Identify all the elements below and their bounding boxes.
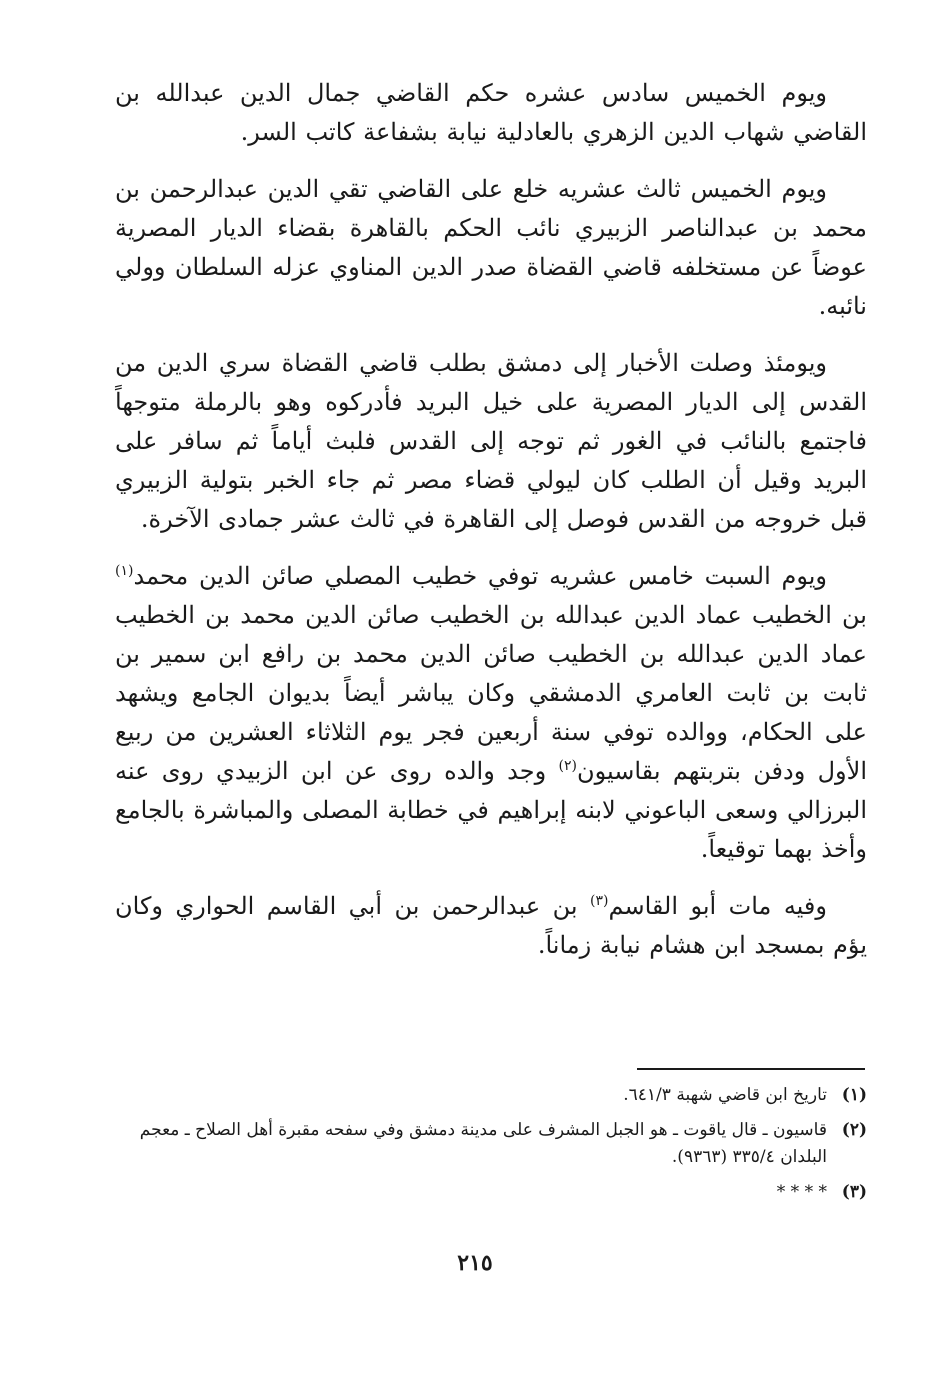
footnotes (115, 1082, 867, 1214)
footnote (115, 1117, 867, 1171)
main-text (115, 74, 867, 983)
paragraph-text: وفيه مات أبو القاسم (608, 892, 827, 920)
footnote-reference: (١) (115, 563, 134, 579)
paragraph-text: ويوم الخميس سادس عشره حكم القاضي جمال الدين عبدالله بن القاضي شهاب الدين الزهري بالعادلية نيابة بشفاعة كاتب السر. (115, 79, 867, 146)
footnote-number: (١) (841, 1085, 867, 1105)
footnote-reference: (٣) (590, 893, 609, 909)
paragraph (115, 344, 867, 539)
footnote (115, 1082, 867, 1109)
paragraph (115, 887, 867, 965)
footnote-text: تاريخ ابن قاضي شهبة ٦٤١/٣. (623, 1085, 827, 1105)
paragraph (115, 170, 867, 326)
paragraph-text: بن عبدالرحمن بن أبي القاسم الحواري وكان يؤم بمسجد ابن هشام نيابة زماناً. (115, 892, 867, 959)
paragraph-text: ويومئذ وصلت الأخبار إلى دمشق بطلب قاضي القضاة سري الدين من القدس إلى الديار المصرية على خيل البريد فأدركوه وهو بالرملة متوجهاً فاجتمع بالنائب في الغور ثم توجه إلى القدس فلبث أياماً ثم سافر على البريد وقيل أن الطلب كان ليولي قضاء مصر ثم جاء الخبر بتولية الزبيري قبل خروجه من القدس فوصل إلى القاهرة في ثالث عشر جمادى الآخرة. (115, 349, 867, 533)
footnote-text: قاسيون ـ قال ياقوت ـ هو الجبل المشرف على مدينة دمشق وفي سفحه مقبرة أهل الصلاح ـ معجم البلدان ٣٣٥/٤ (٩٣٦٣). (139, 1120, 827, 1167)
paragraph-text: وجد والده روى عن ابن الزبيدي روى عنه البرزالي وسعى الباعوني لابنه إبراهيم في خطابة المصلى والمباشرة بالجامع وأخذ بهما توقيعاً. (115, 757, 867, 863)
paragraph (115, 557, 867, 869)
footnote-number: (٢) (841, 1120, 867, 1140)
paragraph-text: ويوم الخميس ثالث عشريه خلع على القاضي تقي الدين عبدالرحمن بن محمد بن عبدالناصر الزبيري نائب الحكم بالقاهرة بقضاء الديار المصرية عوضاً عن مستخلفه قاضي القضاة صدر الدين المناوي عزله السلطان وولي نائبه. (115, 175, 867, 320)
footnote-number: (٣) (841, 1182, 867, 1202)
footnote-text: * * * * (776, 1182, 827, 1202)
paragraph-text: بن الخطيب عماد الدين عبدالله بن الخطيب صائن الدين محمد بن الخطيب عماد الدين عبدالله بن الخطيب صائن الدين محمد بن رافع ابن سمير بن ثابت بن ثابت العامري الدمشقي وكان يباشر أيضاً بديوان الجامع ويشهد على الحكام، ووالده توفي سنة أربعين فجر يوم الثلاثاء العشرين من ربيع الأول ودفن بتربتهم بقاسيون (115, 601, 868, 785)
paragraph (115, 74, 867, 152)
paragraph-text: ويوم السبت خامس عشريه توفي خطيب المصلي صائن الدين محمد (133, 562, 827, 590)
footnote-reference: (٢) (558, 758, 577, 774)
footnote-divider (637, 1068, 865, 1070)
page-number: ٢١٥ (457, 1250, 493, 1276)
footnote (115, 1179, 867, 1206)
